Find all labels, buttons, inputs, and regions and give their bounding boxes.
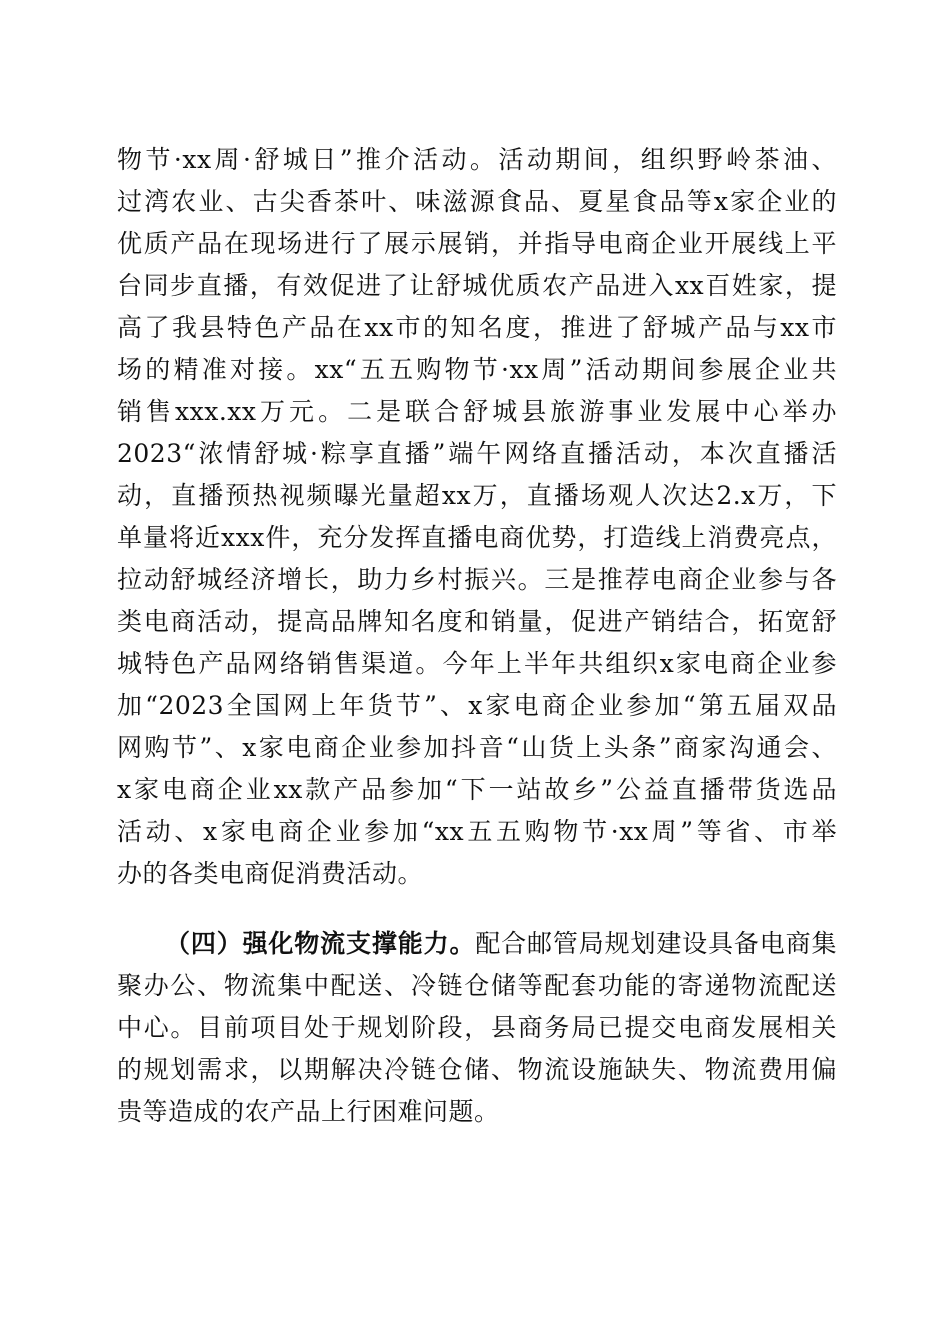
text-line: 销售xxx.xx万元。二是联合舒城县旅游事业发展中心举办 bbox=[117, 397, 837, 426]
text-line: 过湾农业、古尖香茶叶、味滋源食品、夏星食品等x家企业的 bbox=[117, 187, 837, 216]
text-line: 贵等造成的农产品上行困难问题。 bbox=[117, 1097, 500, 1126]
text-line: 网购节”、x家电商企业参加抖音“山货上头条”商家沟通会、 bbox=[117, 733, 837, 762]
text-line: 物节·xx周·舒城日”推介活动。活动期间，组织野岭茶油、 bbox=[117, 145, 837, 174]
section-heading: （四）强化物流支撑能力。 bbox=[165, 929, 476, 958]
text-line: 台同步直播，有效促进了让舒城优质农产品进入xx百姓家，提 bbox=[117, 271, 837, 300]
text-line: 动，直播预热视频曝光量超xx万，直播场观人次达2.x万，下 bbox=[117, 481, 837, 510]
text-line: 场的精准对接。xx“五五购物节·xx周”活动期间参展企业共 bbox=[117, 355, 837, 384]
text-line: 城特色产品网络销售渠道。今年上半年共组织x家电商企业参 bbox=[117, 649, 837, 678]
text-line: 办的各类电商促消费活动。 bbox=[117, 859, 424, 888]
text-line: 加“2023全国网上年货节”、x家电商企业参加“第五届双品 bbox=[117, 691, 837, 720]
text-line: x家电商企业xx款产品参加“下一站故乡”公益直播带货选品 bbox=[117, 775, 837, 804]
text-line: 拉动舒城经济增长，助力乡村振兴。三是推荐电商企业参与各 bbox=[117, 565, 837, 594]
text-line: 中心。目前项目处于规划阶段，县商务局已提交电商发展相关 bbox=[117, 1013, 837, 1042]
paragraph-ecommerce-activities bbox=[117, 139, 837, 895]
text-line-with-heading bbox=[117, 923, 837, 965]
text-line: 优质产品在现场进行了展示展销，并指导电商企业开展线上平 bbox=[117, 229, 837, 258]
text-line: 的规划需求，以期解决冷链仓储、物流设施缺失、物流费用偏 bbox=[117, 1055, 837, 1084]
text-line: 高了我县特色产品在xx市的知名度，推进了舒城产品与xx市 bbox=[117, 313, 837, 342]
text-line: 类电商活动，提高品牌知名度和销量，促进产销结合，拓宽舒 bbox=[117, 607, 837, 636]
paragraph-logistics bbox=[117, 923, 837, 1133]
text-line: 活动、x家电商企业参加“xx五五购物节·xx周”等省、市举 bbox=[117, 817, 837, 846]
text-line: 2023“浓情舒城·粽享直播”端午网络直播活动，本次直播活 bbox=[117, 439, 837, 468]
text-line: 聚办公、物流集中配送、冷链仓储等配套功能的寄递物流配送 bbox=[117, 971, 837, 1000]
text-run: 配合邮管局规划建设具备电商集 bbox=[475, 929, 837, 958]
text-line: 单量将近xxx件，充分发挥直播电商优势，打造线上消费亮点， bbox=[117, 523, 837, 552]
